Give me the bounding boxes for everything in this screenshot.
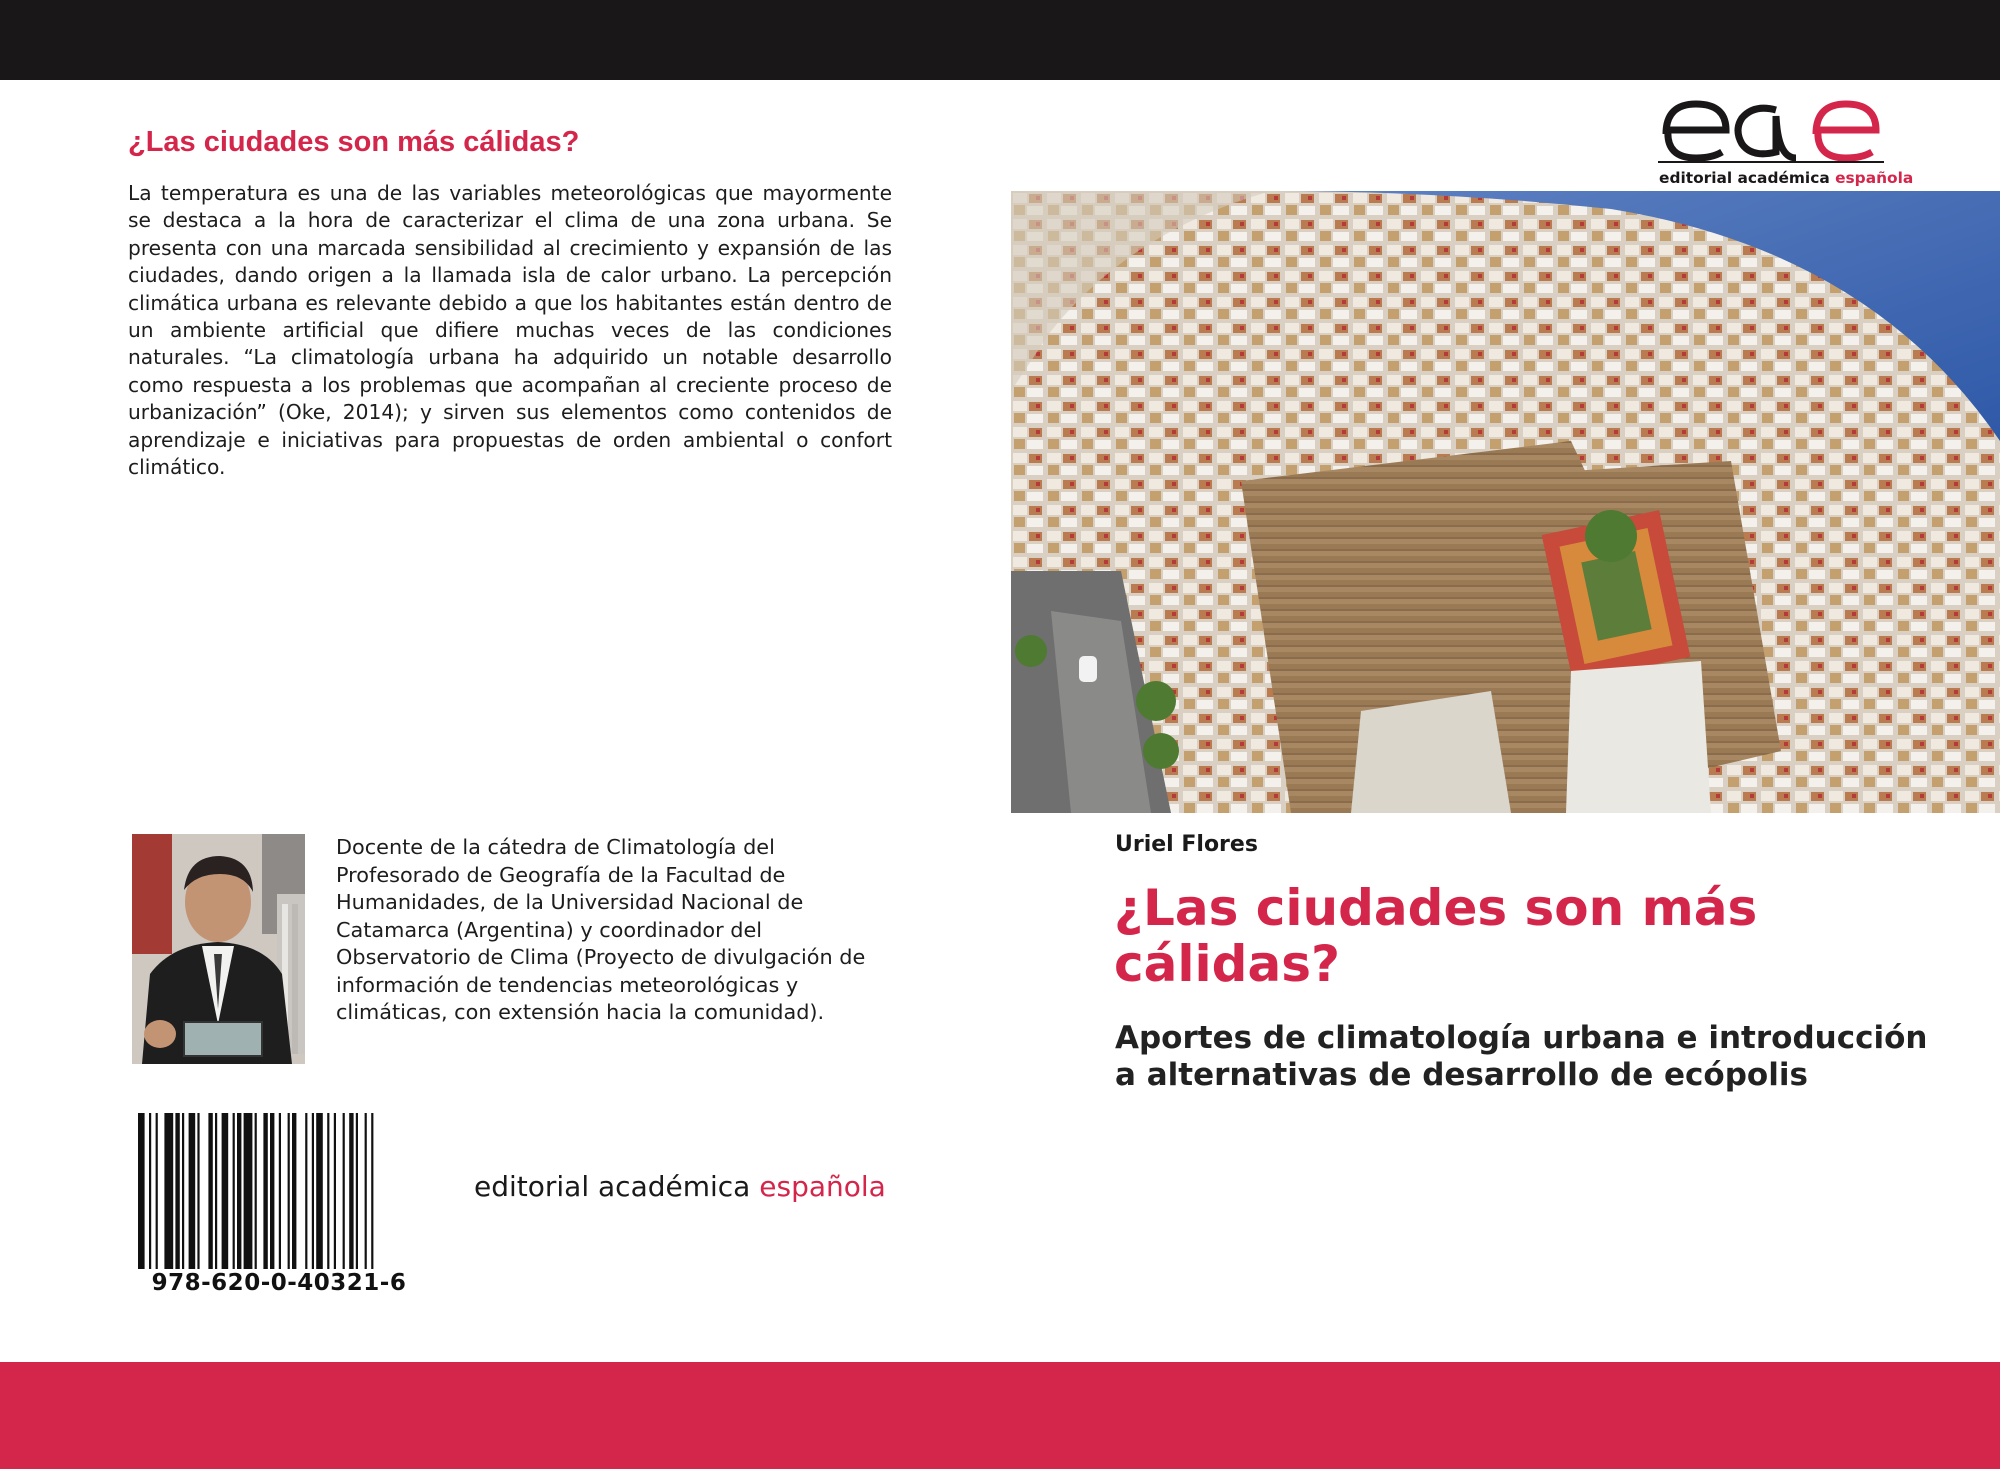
- logo-caption-main: editorial académica: [1659, 169, 1836, 187]
- cover-aerial-city-photo: [1011, 191, 2000, 813]
- bottom-band: [0, 1362, 2000, 1469]
- back-cover-title: ¿Las ciudades son más cálidas?: [128, 126, 580, 158]
- publisher-name-accent: española: [759, 1170, 886, 1203]
- front-cover-title: ¿Las ciudades son más cálidas?: [1114, 879, 1758, 993]
- front-author-name: Uriel Flores: [1115, 832, 1258, 857]
- publisher-name: [474, 1170, 886, 1203]
- front-cover-subtitle: Aportes de climatología urbana e introducción a alternativas de desarrollo de ecópolis: [1115, 1020, 1928, 1093]
- barcode: [138, 1113, 420, 1269]
- publisher-logo: [1658, 96, 1914, 188]
- logo-caption-accent: española: [1835, 169, 1914, 187]
- back-cover-blurb: La temperatura es una de las variables meteorológicas que mayormente se destaca a la hora de caracterizar el clima de una zona urbana. Se presenta con una marcada sensibilidad al crecimiento y expansión de las ciudades, dando origen a la llamada isla de calor urbano. La percepción climática urbana es relevante debido a que los habitantes están dentro de un ambiente artificial que difiere muchas veces de las condiciones naturales. “La climatología urbana ha adquirido un notable desarrollo como respuesta a los problemas que acompañan al creciente proceso de urbanización” (Oke, 2014); y sirven sus elementos como contenidos de aprendizaje e iniciativas para propuestas de orden ambiental o confort climático.: [128, 181, 892, 480]
- author-photo: [132, 834, 305, 1064]
- publisher-name-main: editorial académica: [474, 1170, 760, 1203]
- isbn: 978-620-0-40321-6: [151, 1270, 407, 1296]
- author-bio: Docente de la cátedra de Climatología del Profesorado de Geografía de la Facultad de Humanidades, de la Universidad Nacional de Catamarca (Argentina) y coordinador del Observatorio de Clima (Proyecto de divulgación de información de tendencias meteorológicas y climáticas, con extensión hacia la comunidad).: [336, 835, 866, 1024]
- top-band: [0, 0, 2000, 80]
- svg-text:editorial académica española: [1659, 169, 1913, 187]
